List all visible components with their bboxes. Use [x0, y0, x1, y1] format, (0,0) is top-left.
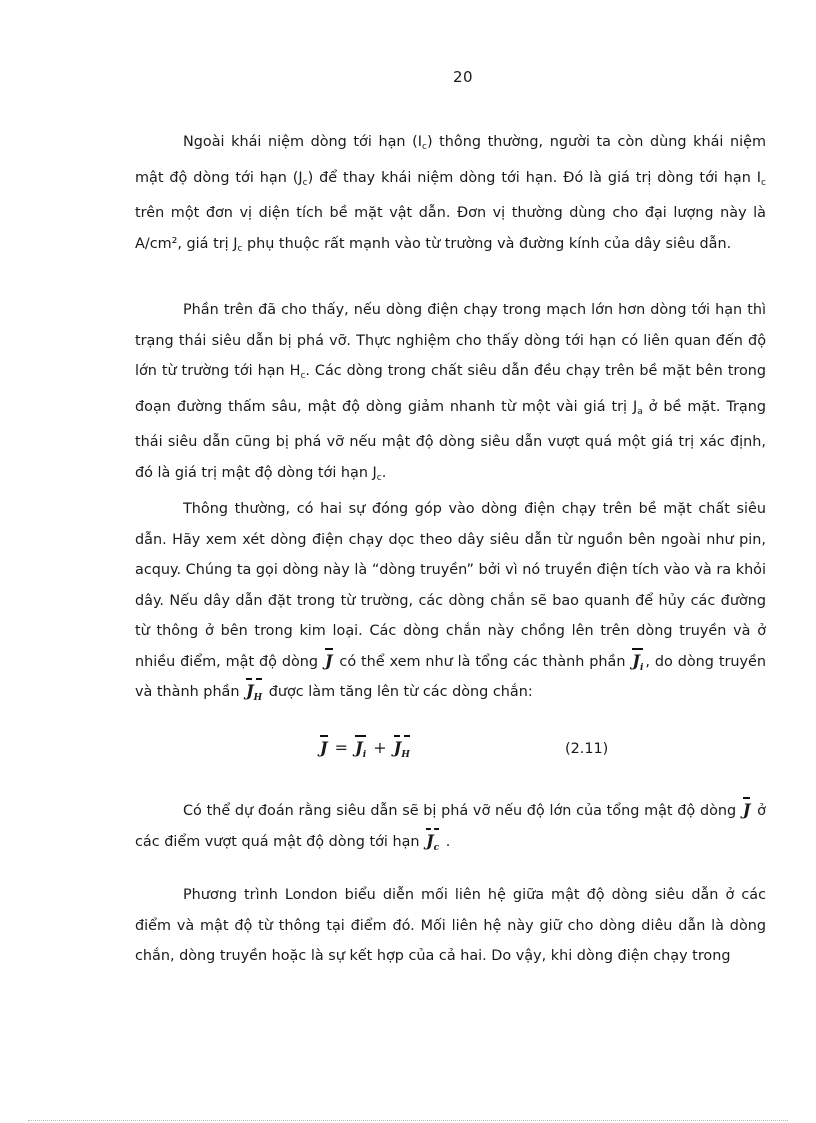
equals-sign: = — [334, 738, 349, 757]
page-bottom-rule — [28, 1120, 788, 1121]
equation-number: (2.11) — [565, 741, 609, 757]
vector-symbol: J — [632, 650, 640, 670]
text-run: . Các dòng trong chất siêu dẫn đều chạy trên bề mặt bên trong đoạn đường thấm sâu, mật độ dòng giảm nhanh từ một vài giá trị J — [135, 363, 766, 415]
subscript: c — [376, 472, 382, 483]
text-run: , do dòng truyền và thành phần — [135, 653, 767, 700]
vector-symbol: J — [355, 738, 363, 757]
vector-subscript: i — [362, 750, 367, 760]
text-run: . — [441, 833, 451, 850]
text-run: ) để thay khái niệm dòng tới hạn. Đó là giá trị dòng tới hạn I — [307, 169, 762, 186]
paragraph-breakdown-prediction — [135, 796, 766, 857]
text-run: ở bề mặt. Trạng thái siêu dẫn cũng bị phá vỡ nếu mật độ dòng siêu dẫn vượt quá một giá trị xác định, đó là giá trị mật độ dòng tới hạn J — [135, 398, 766, 481]
vector-subscript: i — [639, 662, 644, 673]
text-run: Có thể dự đoán rằng siêu dẫn sẽ bị phá vỡ nếu độ lớn của tổng mật độ dòng — [183, 803, 741, 819]
equation-expression — [318, 738, 412, 763]
text-run: được làm tăng lên từ các dòng chắn: — [264, 684, 533, 700]
vector-subscript: H — [401, 750, 410, 760]
subscript: c — [761, 177, 766, 188]
text-run: ở các điểm vượt quá mật độ dòng tới hạn — [135, 803, 766, 850]
vector-j-h — [392, 740, 412, 763]
plus-sign: + — [373, 738, 387, 757]
paragraph-london-equation — [135, 880, 766, 972]
subscript: a — [637, 406, 643, 417]
text-run: . — [381, 464, 387, 481]
paragraph-critical-current-density — [135, 127, 766, 264]
equation-2-11 — [318, 738, 618, 768]
text-run: Phần trên đã cho thấy, nếu dòng điện chạy trong mạch lớn hơn dòng tới hạn thì trạng thái siêu dẫn bị phá vỡ. Thực nghiệm cho thấy dòng tới hạn có liên quan đến độ lớn từ trường tới hạn H — [135, 302, 766, 379]
text-run: Thông thường, có hai sự đóng góp vào dòng điện chạy trên bề mặt chất siêu dẫn. Hãy xem xét dòng điện chạy dọc theo dây siêu dẫn từ nguồn bên ngoài như pin, acquy. Chúng ta gọi dòng này là “dòng truyền” bởi vì nó truyền điện tích vào và ra khỏi dây. Nếu dây dẫn đặt trong từ trường, các dòng chắn sẽ bao quanh để hủy các đường từ thông ở bên trong kim loại. Các dòng chắn này chồng lên trên dòng truyền và ở nhiều điểm, mật độ dòng — [135, 501, 766, 670]
page-number: 20 — [452, 68, 474, 86]
subscript: c — [237, 243, 243, 254]
text-run: ) thông thường, người ta còn dùng khái niệm mật độ dòng tới hạn (J — [135, 134, 766, 186]
text-run: Ngoài khái niệm dòng tới hạn (I — [183, 134, 422, 150]
vector-j: J — [742, 800, 751, 819]
vector-j-i — [630, 650, 645, 676]
text-run: trên một đơn vị diện tích bề mặt vật dẫn. Đơn vị thường dùng cho đại lượng này là A/cm², giá trị J — [135, 205, 766, 252]
vector-j-i — [353, 740, 368, 763]
vector-j: J — [320, 738, 328, 757]
subscript: c — [300, 371, 306, 381]
vector-j-h — [244, 683, 264, 706]
vector-subscript: H — [253, 693, 263, 703]
paragraph-superconducting-breakdown — [135, 295, 766, 493]
text-run: Phương trình London biểu diễn mối liên hệ giữa mật độ dòng siêu dẫn ở các điểm và mật độ từ thông tại điểm đó. Mối liên hệ này giữ cho dòng diêu dẫn là dòng chắn, dòng truyền hoặc là sự kết hợp của cả hai. Do vậy, khi dòng điện chạy trong — [135, 887, 766, 964]
text-run: phụ thuộc rất mạnh vào từ trường và đường kính của dây siêu dẫn. — [242, 235, 732, 252]
vector-symbol: J — [393, 738, 402, 757]
subscript: c — [302, 177, 308, 188]
vector-symbol: J — [426, 830, 434, 850]
vector-j: J — [324, 650, 333, 670]
vector-subscript: c — [433, 842, 440, 853]
paragraph-current-contributions — [135, 494, 766, 708]
vector-j-c — [424, 830, 441, 856]
subscript: c — [421, 142, 427, 152]
text-run: có thể xem như là tổng các thành phần — [334, 653, 631, 670]
vector-symbol: J — [246, 681, 254, 700]
